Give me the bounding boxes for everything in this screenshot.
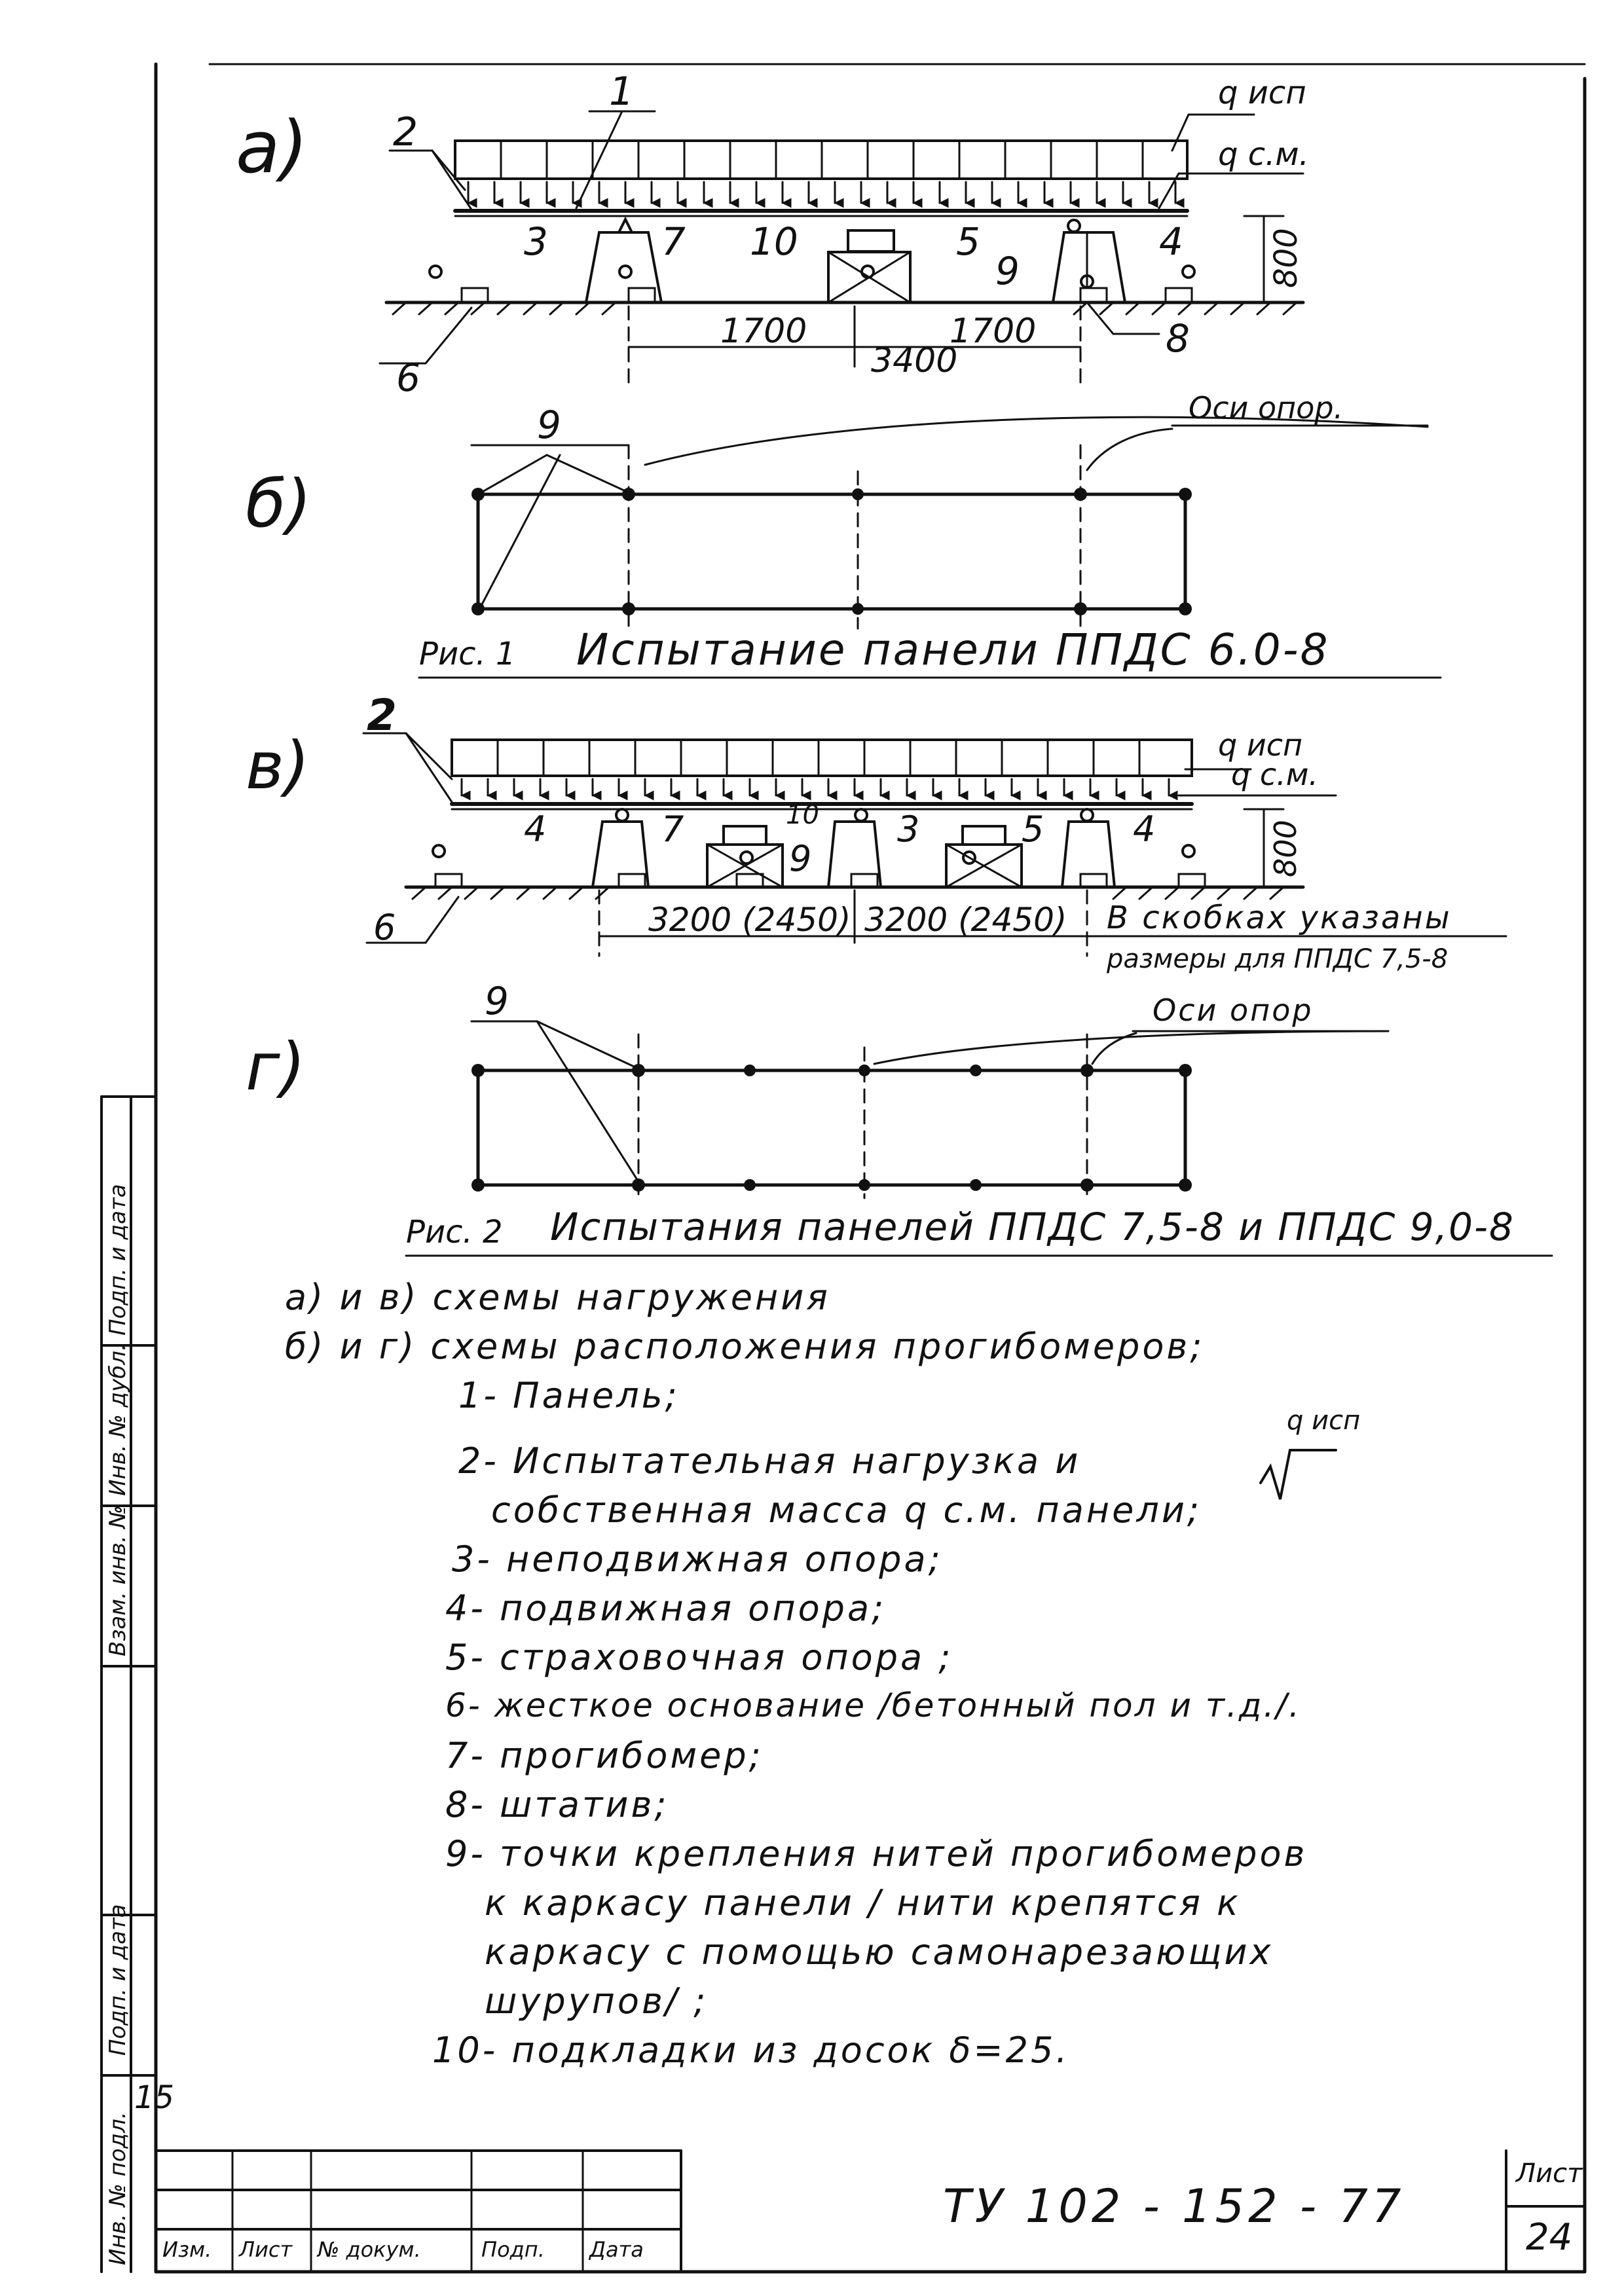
callout-4b-fig2: 4 bbox=[1133, 809, 1156, 850]
callout-9-plan: 9 bbox=[537, 403, 561, 447]
fig1-plan-diagram bbox=[471, 417, 1428, 629]
side-sign-date-1: Подп. и дата bbox=[105, 1904, 131, 2056]
bracket-note-line1: В скобках указаны bbox=[1107, 900, 1452, 936]
stamp-col-sign: Подп. bbox=[481, 2237, 545, 2262]
note-item-9c: каркасу с помощью самонарезающих bbox=[485, 1931, 1274, 1973]
callout-6: 6 bbox=[396, 355, 420, 400]
bracket-note-line2: размеры для ППДС 7,5-8 bbox=[1107, 944, 1449, 974]
note-item-10: 10- подкладки из досок δ=25. bbox=[432, 2030, 1070, 2071]
note-item-1: 1- Панель; bbox=[458, 1375, 680, 1416]
fig2-caption-prefix: Рис. 2 bbox=[406, 1214, 503, 1250]
section-d-label: г) bbox=[246, 1029, 306, 1105]
note-item-9a: 9- точки крепления нитей прогибомеров bbox=[445, 1833, 1308, 1874]
callout-2: 2 bbox=[393, 109, 418, 155]
callout-4a-fig2: 4 bbox=[524, 809, 547, 850]
stamp-col-change: Изм. bbox=[162, 2237, 212, 2262]
axis-label-1: Оси опор. bbox=[1189, 390, 1344, 426]
note-item-2b: собственная масса q с.м. панели; bbox=[491, 1489, 1202, 1531]
sheet-label: Лист bbox=[1516, 2159, 1583, 2189]
callout-4: 4 bbox=[1159, 219, 1183, 264]
side-handwritten-number: 15 bbox=[134, 2079, 175, 2116]
load-test-label: q исп bbox=[1218, 75, 1306, 111]
span-half-right: 1700 bbox=[950, 312, 1037, 351]
load-self-label-2: q с.м. bbox=[1231, 757, 1319, 792]
note-item-4: 4- подвижная опора; bbox=[445, 1588, 887, 1629]
callout-9-plan-2: 9 bbox=[485, 979, 509, 1023]
doc-code: ТУ 102 - 152 - 77 bbox=[943, 2179, 1405, 2233]
note-item-5: 5- страховочная опора ; bbox=[445, 1637, 953, 1678]
fig1-caption: Испытание панели ППДС 6.0-8 bbox=[576, 625, 1330, 675]
note-item-3: 3- неподвижная опора; bbox=[452, 1539, 943, 1580]
note-item-9d: шурупов/ ; bbox=[485, 1980, 709, 2022]
fig2-caption: Испытания панелей ППДС 7,5-8 и ППДС 9,0-8 bbox=[550, 1205, 1515, 1249]
callout-10-fig2: 10 bbox=[786, 800, 819, 830]
callout-1: 1 bbox=[609, 69, 635, 115]
height-dim-2: 800 bbox=[1268, 820, 1303, 877]
callout-6-fig2: 6 bbox=[373, 907, 396, 948]
note-item-8: 8- штатив; bbox=[445, 1784, 669, 1825]
fig2-plan-diagram bbox=[471, 1021, 1388, 1198]
side-inv-dup: Инв. № дубл. bbox=[105, 1343, 131, 1496]
stamp-col-date: Дата bbox=[589, 2237, 644, 2262]
load-self-label: q с.м. bbox=[1218, 136, 1309, 173]
callout-9-fig2: 9 bbox=[789, 838, 812, 879]
side-replace-inv: Взам. инв. № bbox=[105, 1505, 131, 1656]
callout-7: 7 bbox=[661, 219, 686, 264]
note-item-2: 2- Испытательная нагрузка и bbox=[458, 1440, 1081, 1482]
callout-8: 8 bbox=[1166, 316, 1190, 361]
span-half-left: 1700 bbox=[720, 312, 807, 351]
span-right-2: 3200 (2450) bbox=[864, 901, 1067, 939]
note-item-9b: к каркасу панели / нити крепятся к bbox=[485, 1882, 1241, 1923]
callout-5: 5 bbox=[956, 219, 980, 264]
sheet-number: 24 bbox=[1526, 2216, 1573, 2259]
section-c-label: в) bbox=[246, 727, 310, 804]
callout-2-fig2: 2 bbox=[367, 690, 397, 740]
axis-label-2: Оси опор bbox=[1153, 993, 1314, 1028]
callout-5-fig2: 5 bbox=[1022, 809, 1044, 850]
callout-10: 10 bbox=[750, 219, 798, 264]
note-line-b: б) и г) схемы расположения прогибомеров; bbox=[285, 1326, 1205, 1367]
section-b-label: б) bbox=[246, 465, 312, 542]
callout-3-fig2: 3 bbox=[897, 809, 920, 850]
fig1-caption-prefix: Рис. 1 bbox=[419, 636, 516, 672]
side-inv-orig: Инв. № подл. bbox=[105, 2111, 131, 2265]
height-dim: 800 bbox=[1268, 228, 1304, 288]
note-item-6: 6- жесткое основание /бетонный пол и т.д./. bbox=[445, 1686, 1302, 1724]
span-total: 3400 bbox=[871, 341, 958, 380]
span-left-2: 3200 (2450) bbox=[648, 901, 851, 939]
callout-7-fig2: 7 bbox=[661, 809, 684, 850]
load-test-label-2: q исп bbox=[1218, 727, 1303, 763]
note-item-7: 7- прогибомер; bbox=[445, 1735, 764, 1776]
callout-3: 3 bbox=[524, 219, 548, 264]
note-line-a: а) и в) схемы нагружения bbox=[285, 1277, 830, 1318]
stamp-col-doc: № докум. bbox=[318, 2237, 421, 2262]
side-sign-date-2: Подп. и дата bbox=[105, 1184, 131, 1336]
stamp-col-sheet: Лист bbox=[239, 2237, 293, 2262]
section-a-label: а) bbox=[236, 105, 308, 189]
note-item-2-sup: q исп bbox=[1287, 1406, 1361, 1436]
callout-9: 9 bbox=[995, 249, 1020, 293]
